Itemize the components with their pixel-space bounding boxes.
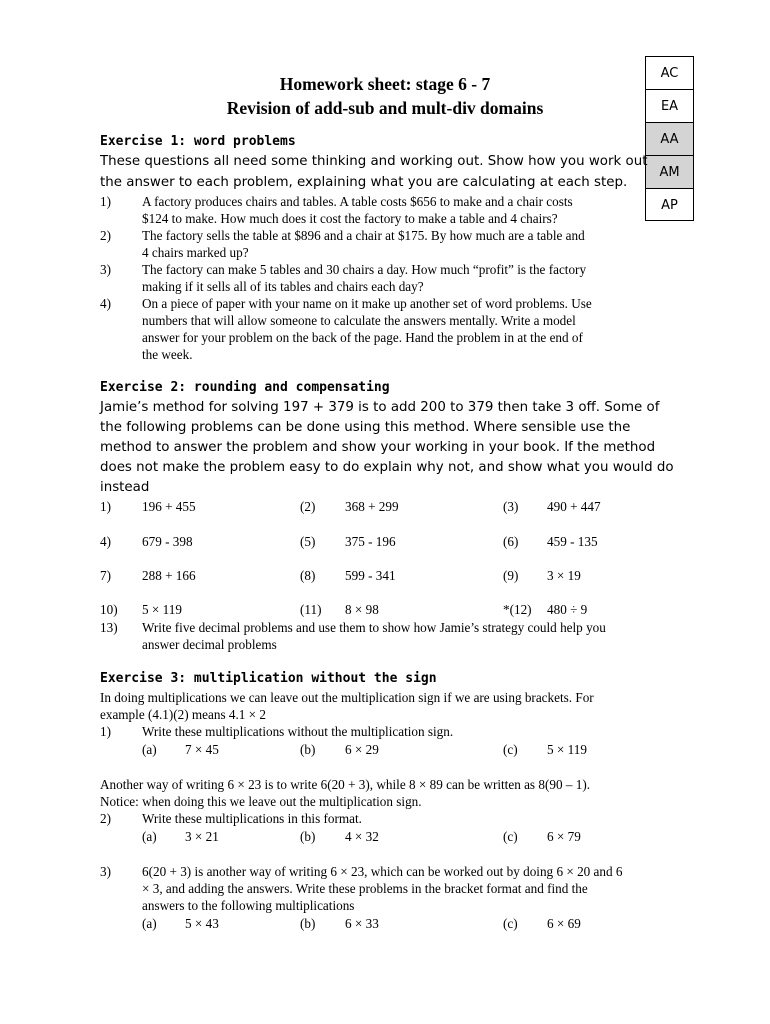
ex1-item-1-line2: $124 to make. How much does it cost the factory to make a table and 4 chairs? [142,211,558,226]
ex1-item-1-line1: A factory produces chairs and tables. A table costs $656 to make and a chair costs [142,194,573,209]
ex1-item-4-line3: answer for your problem on the back of the page. Hand the problem in at the end of [142,330,583,345]
ex1-item-4-line1: On a piece of paper with your name on it make up another set of word problems. Use [142,296,592,311]
ex2-problem-number: (6) [503,534,519,549]
ex3-q2-part-label: (b) [300,829,316,844]
ex2-problem: 679 - 398 [142,534,193,549]
exercise-1-heading: Exercise 1: word problems [100,134,296,149]
ex3-q2-text: Write these multiplications in this format. [142,811,362,826]
level-cell-ap: AP [661,198,678,213]
exercise-3-intro-line1: In doing multiplications we can leave out the multiplication sign if we are using brackets. For [100,690,594,705]
ex2-problem: 368 + 299 [345,499,399,514]
ex3-note-line2: Notice: when doing this we leave out the multiplication sign. [100,794,422,809]
ex1-item-3-number: 3) [100,262,111,277]
ex1-item-2-number: 2) [100,228,111,243]
ex3-q3-part-label: (c) [503,916,518,931]
ex3-note-line1: Another way of writing 6 × 23 is to write 6(20 + 3), while 8 × 89 can be written as 8(90 – 1). [100,777,591,792]
ex2-problem-number: (2) [300,499,316,514]
ex2-problem-number: 10) [100,602,118,617]
ex2-problem-number: 7) [100,568,111,583]
ex2-item-13-line1: Write five decimal problems and use them to show how Jamie’s strategy could help you [142,620,606,635]
ex3-q1-part: 6 × 29 [345,742,379,757]
ex3-q1-number: 1) [100,724,111,739]
exercise-2-intro-line1: Jamie’s method for solving 197 + 379 is to add 200 to 379 then take 3 off. Some of [100,400,660,415]
ex2-problem: 196 + 455 [142,499,196,514]
exercise-3-intro-line2: example (4.1)(2) means 4.1 × 2 [100,707,267,722]
ex1-item-4-line4: the week. [142,347,193,362]
level-cell-am: AM [646,156,693,189]
ex1-item-3-line1: The factory can make 5 tables and 30 chairs a day. How much “profit” is the factory [142,262,587,277]
ex2-problem-number: 1) [100,499,111,514]
ex3-q2-number: 2) [100,811,111,826]
ex2-problem: 5 × 119 [142,602,182,617]
ex1-item-4-line2: numbers that will allow someone to calculate the answers mentally. Write a model [142,313,576,328]
level-cell-ac: AC [646,57,693,90]
ex3-q2-part-label: (c) [503,829,518,844]
ex3-q3-part: 5 × 43 [185,916,219,931]
exercise-1-intro-line1: These questions all need some thinking and working out. Show how you work out [100,154,648,169]
ex3-q2-part: 4 × 32 [345,829,379,844]
exercise-2-intro-line4: does not make the problem easy to do explain why not, and show what you would do [100,460,674,475]
exercise-3-heading: Exercise 3: multiplication without the sign [100,671,437,686]
ex2-problem-number: (5) [300,534,316,549]
exercise-2-heading: Exercise 2: rounding and compensating [100,380,390,395]
ex3-q2-part-label: (a) [142,829,157,844]
ex3-q3-part: 6 × 69 [547,916,581,931]
ex3-q3-part-label: (b) [300,916,316,931]
ex1-item-2-line1: The factory sells the table at $896 and a chair at $175. By how much are a table and [142,228,585,243]
ex1-item-2-line2: 4 chairs marked up? [142,245,249,260]
ex3-q3-part: 6 × 33 [345,916,379,931]
ex2-item-13-number: 13) [100,620,118,635]
exercise-2-intro-line3: method to answer the problem and show your working in your book. If the method [100,440,656,455]
ex3-q3-line1: 6(20 + 3) is another way of writing 6 × 23, which can be worked out by doing 6 × 20 and 6 [142,864,623,879]
ex2-problem: 459 - 135 [547,534,598,549]
ex3-q1-part: 5 × 119 [547,742,587,757]
ex2-problem: 3 × 19 [547,568,581,583]
exercise-2-intro-line2: the following problems can be done using this method. Where sensible use the [100,420,631,435]
ex2-problem-number: *(12) [503,602,532,617]
ex3-q2-part: 6 × 79 [547,829,581,844]
ex2-problem: 490 + 447 [547,499,601,514]
ex2-problem-number: 4) [100,534,111,549]
ex3-q1-text: Write these multiplications without the multiplication sign. [142,724,454,739]
ex3-q1-part-label: (a) [142,742,157,757]
ex2-problem-number: (8) [300,568,316,583]
ex2-problem: 599 - 341 [345,568,396,583]
ex3-q2-part: 3 × 21 [185,829,219,844]
sheet-subtitle: Revision of add-sub and mult-div domains [226,98,544,118]
ex3-q1-part: 7 × 45 [185,742,219,757]
ex2-problem: 8 × 98 [345,602,379,617]
ex3-q3-line2: × 3, and adding the answers. Write these problems in the bracket format and find the [142,881,588,896]
ex2-problem-number: (11) [300,602,322,617]
ex3-q1-part-label: (c) [503,742,518,757]
ex2-problem-number: (9) [503,568,519,583]
ex2-problem: 288 + 166 [142,568,196,583]
ex3-q3-part-label: (a) [142,916,157,931]
ex3-q3-number: 3) [100,864,111,879]
ex2-problem: 375 - 196 [345,534,396,549]
ex2-problem-number: (3) [503,499,519,514]
ex1-item-3-line2: making if it sells all of its tables and chairs each day? [142,279,424,294]
ex1-item-4-number: 4) [100,296,111,311]
level-box [645,56,694,221]
ex2-item-13-line2: answer decimal problems [142,637,277,652]
level-cell-ea: EA [646,90,693,123]
ex2-problem: 480 ÷ 9 [547,602,588,617]
exercise-2-intro-line5: instead [100,480,150,495]
exercise-1-intro-line2: the answer to each problem, explaining what you are calculating at each step. [100,175,628,190]
ex1-item-1-number: 1) [100,194,111,209]
ex3-q1-part-label: (b) [300,742,316,757]
ex3-q3-line3: answers to the following multiplications [142,898,355,913]
level-cell-aa: AA [646,123,693,156]
sheet-title: Homework sheet: stage 6 - 7 [279,74,491,94]
